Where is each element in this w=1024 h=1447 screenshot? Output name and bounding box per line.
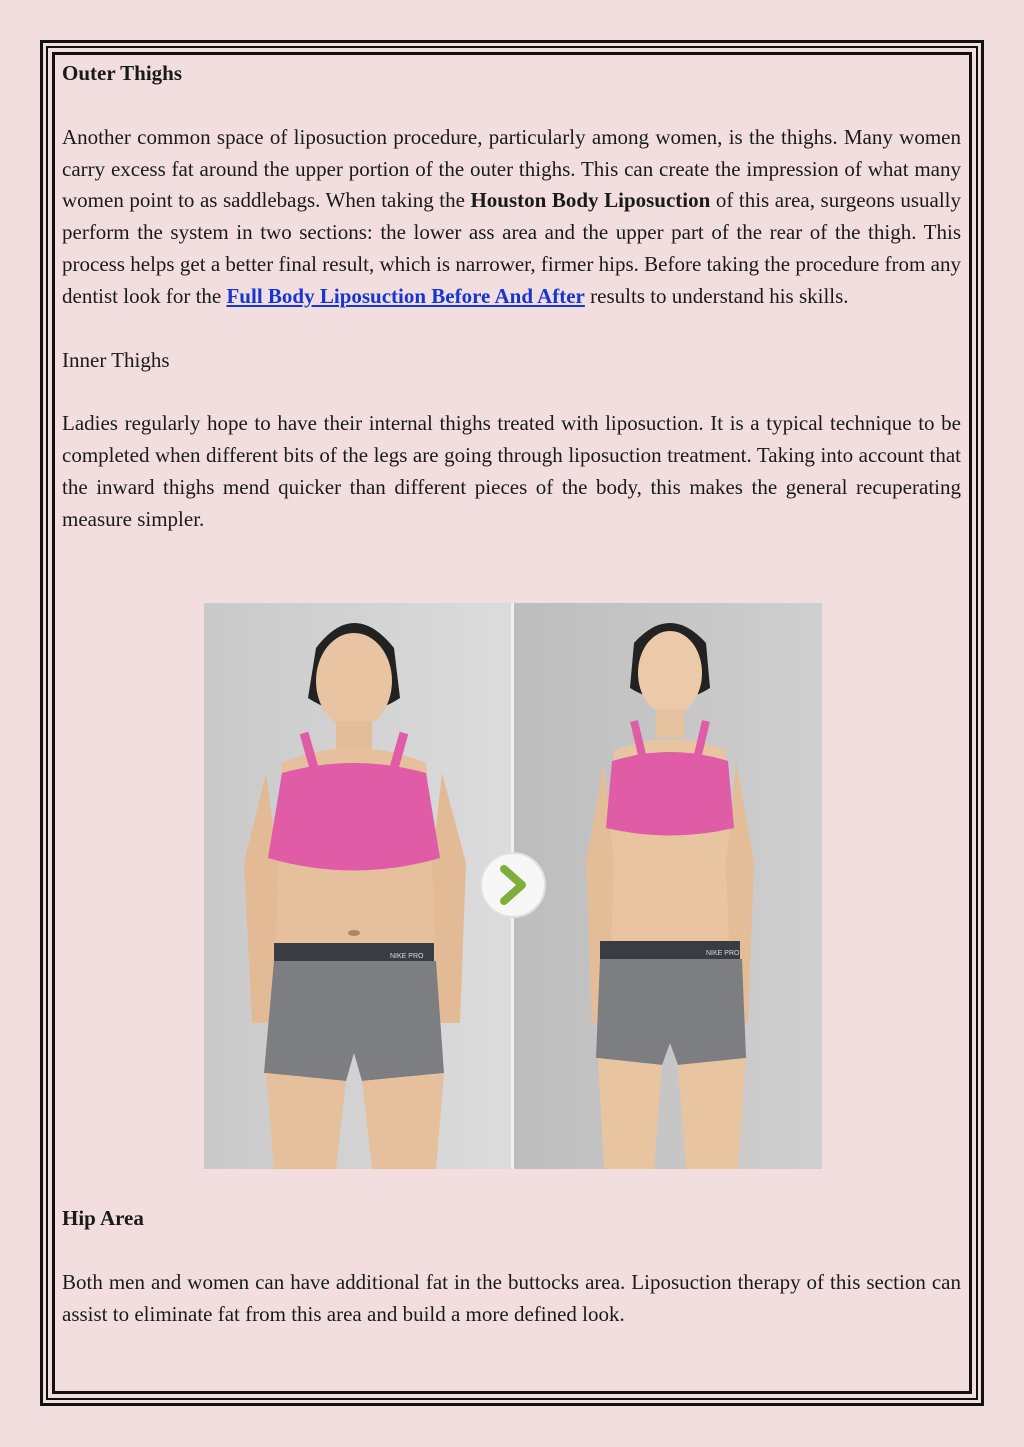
before-after-photo bbox=[204, 603, 822, 1169]
outer-thighs-text-2: of this area, surgeons usually perform the system in two sections: the lower ass area and the upper part of the rear of the thigh. This process helps get a better final result, which is narrower, firmer hips. Before taking the procedure from any dentist look for the bbox=[62, 188, 962, 308]
outer-thighs-text-3: results to understand his skills. bbox=[584, 283, 849, 308]
hip-area-paragraph: Both men and women can have additional fat in the buttocks area. Liposuction therapy of this section can assist to eliminate fat from this area and build a more defined look. bbox=[62, 1269, 961, 1326]
hip-area-section bbox=[62, 1203, 961, 1330]
inner-thighs-paragraph: Ladies regularly hope to have their internal thighs treated with liposuction. It is a typical technique to be completed when different bits of the legs are going through liposuction treatment. Taking into account that the inward thighs mend quicker than different pieces of the body, this makes the general recuperating measure simpler. bbox=[62, 411, 961, 531]
waistband-text-right: NIKE PRO bbox=[706, 950, 740, 957]
hip-area-heading: Hip Area bbox=[62, 1206, 144, 1230]
before-after-illustration bbox=[204, 603, 822, 1169]
inner-thighs-heading: Inner Thighs bbox=[62, 347, 170, 372]
houston-body-liposuction-term: Houston Body Liposuction bbox=[470, 188, 711, 213]
outer-thighs-paragraph bbox=[62, 122, 961, 313]
chevron-right-icon bbox=[481, 853, 545, 917]
outer-thighs-text-1: Another common space of liposuction procedure, particularly among women, is the thighs. Many women carry excess fat around the upper portion of the outer thighs. This can create the impression of what many women point to as saddlebags. When taking the bbox=[62, 124, 961, 213]
full-body-liposuction-link[interactable]: Full Body Liposuction Before And After bbox=[226, 283, 585, 308]
waistband-text-left: NIKE PRO bbox=[390, 953, 424, 960]
outer-thighs-heading: Outer Thighs bbox=[62, 61, 183, 85]
article-body bbox=[62, 58, 961, 536]
